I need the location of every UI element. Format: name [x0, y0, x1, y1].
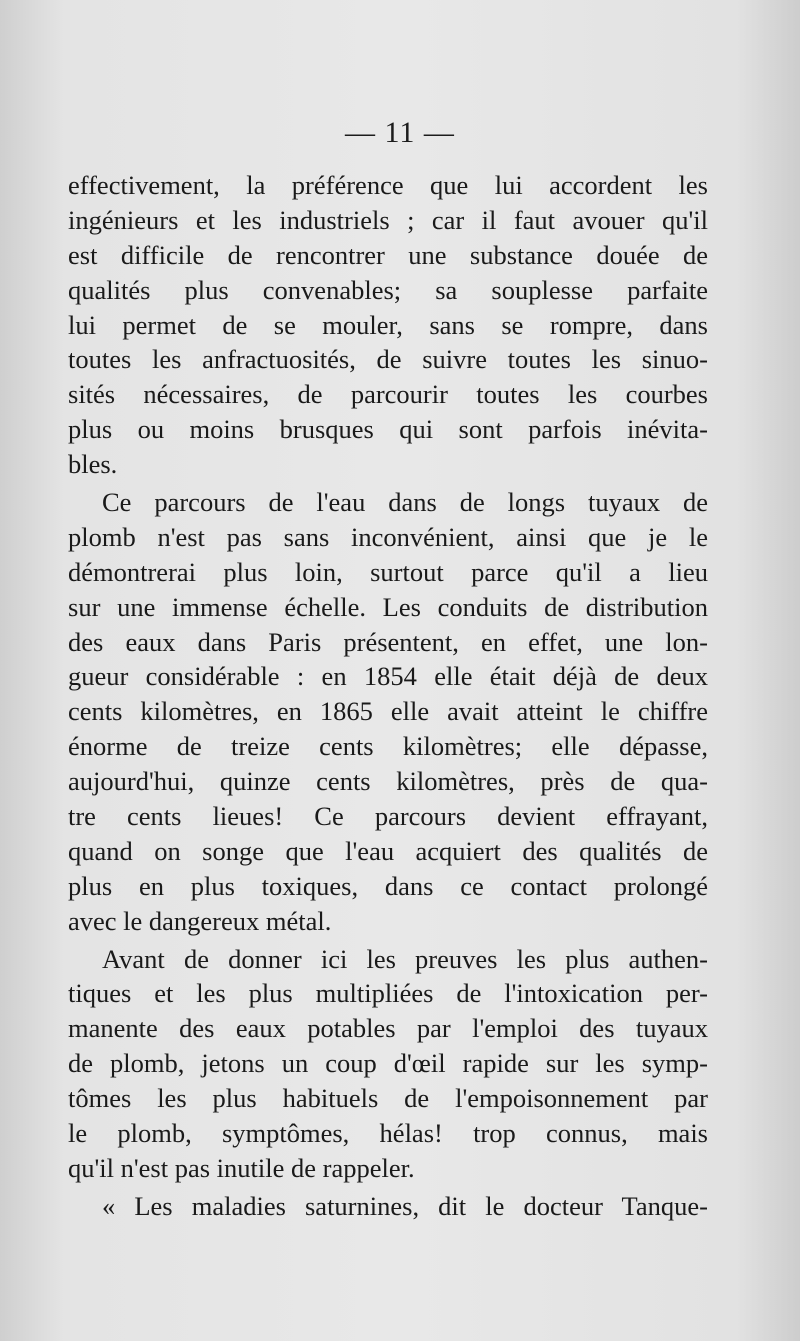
text-line: gueur considérable : en 1854 elle était déjà de deux	[68, 661, 708, 692]
text-line: qualités plus convenables; sa souplesse parfaite	[68, 274, 708, 305]
text-line: sur une immense échelle. Les conduits de distribution	[68, 591, 708, 622]
text-line: est difficile de rencontrer une substance douée de	[68, 239, 708, 270]
text-line: ingénieurs et les industriels ; car il faut avouer qu'il	[68, 204, 708, 235]
text-line: qu'il n'est pas inutile de rappeler.	[68, 1152, 415, 1183]
text-line: aujourd'hui, quinze cents kilomètres, près de qua-	[68, 766, 708, 797]
text-line: plus en plus toxiques, dans ce contact prolongé	[68, 870, 708, 901]
text-line: énorme de treize cents kilomètres; elle dépasse,	[68, 731, 708, 762]
text-line: quand on songe que l'eau acquiert des qualités de	[68, 835, 708, 866]
text-line: tre cents lieues! Ce parcours devient effrayant,	[68, 801, 708, 832]
text-line: lui permet de se mouler, sans se rompre, dans	[68, 309, 708, 340]
text-line: sités nécessaires, de parcourir toutes les courbes	[68, 379, 708, 410]
text-line: plus ou moins brusques qui sont parfois inévita-	[68, 414, 708, 445]
text-line: cents kilomètres, en 1865 elle avait atteint le chiffre	[68, 696, 708, 727]
body-text	[68, 168, 708, 1224]
text-line: démontrerai plus loin, surtout parce qu'il a lieu	[68, 556, 708, 587]
text-line: de plomb, jetons un coup d'œil rapide sur les symp-	[68, 1048, 708, 1079]
text-line: tiques et les plus multipliées de l'intoxication per-	[68, 978, 708, 1009]
text-line: avec le dangereux métal.	[68, 905, 332, 936]
text-line: le plomb, symptômes, hélas! trop connus, mais	[68, 1118, 708, 1149]
text-line: toutes les anfractuosités, de suivre toutes les sinuo-	[68, 344, 708, 375]
text-line: « Les maladies saturnines, dit le docteur Tanque-	[102, 1190, 708, 1221]
text-line: des eaux dans Paris présentent, en effet, une lon-	[68, 626, 708, 657]
text-line: tômes les plus habituels de l'empoisonnement par	[68, 1083, 708, 1114]
page-number: — 11 —	[345, 116, 455, 149]
text-line: effectivement, la préférence que lui accordent les	[68, 170, 708, 200]
text-line: Ce parcours de l'eau dans de longs tuyaux de	[102, 487, 708, 518]
text-line: manente des eaux potables par l'emploi des tuyaux	[68, 1013, 708, 1044]
text-line: bles.	[68, 449, 118, 480]
text-line: Avant de donner ici les preuves les plus authen-	[102, 943, 708, 974]
text-line: plomb n'est pas sans inconvénient, ainsi que je le	[68, 521, 708, 552]
